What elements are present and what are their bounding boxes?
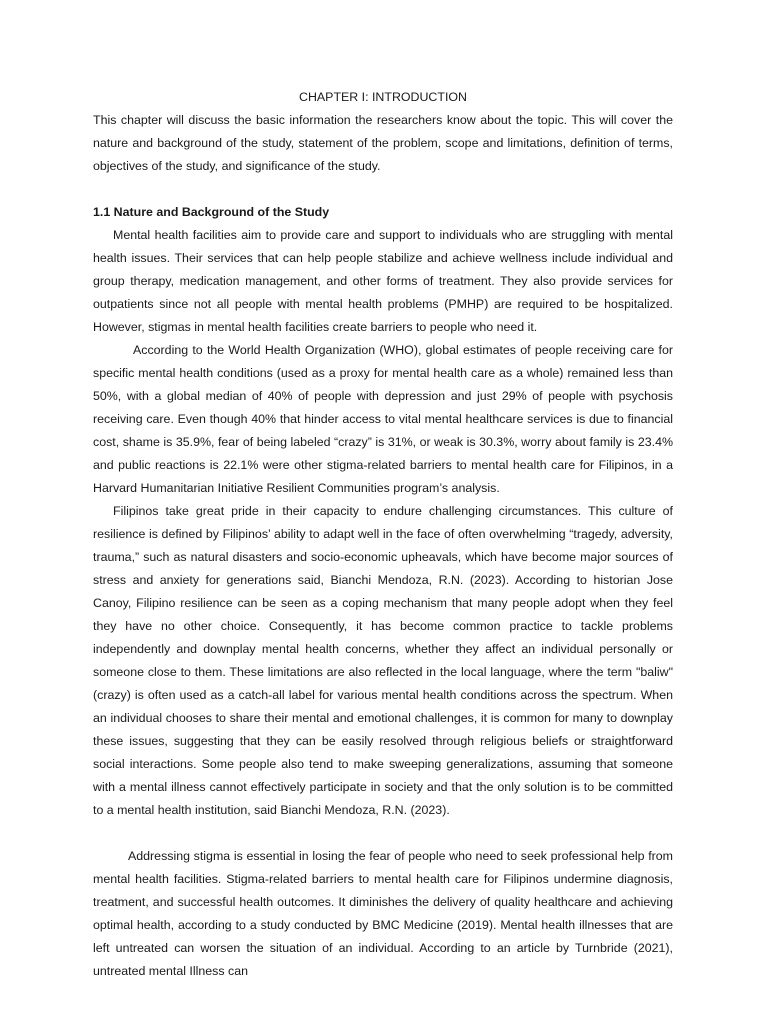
section-heading: 1.1 Nature and Background of the Study	[93, 205, 330, 219]
chapter-title: CHAPTER I: INTRODUCTION	[299, 90, 467, 104]
paragraph-who-estimates: According to the World Health Organization (WHO), global estimates of people receiving care for specific mental health conditions (used as a proxy for mental health care as a whole) remained less than 50%, with a global median of 40% of people with depression and just 29% of people with psychosis receiving care. Even though 40% that hinder access to vital mental healthcare services is due to financial cost, shame is 35.9%, fear of being labeled “crazy” is 31%, or weak is 30.3%, worry about family is 23.4% and public reactions is 22.1% were other stigma-related barriers to mental health care for Filipinos, in a Harvard Humanitarian Initiative Resilient Communities program’s analysis.	[93, 343, 673, 495]
paragraph-mental-health-facilities: Mental health facilities aim to provide care and support to individuals who are struggling with mental health issues. Their services that can help people stabilize and achieve wellness include individual and group therapy, medication management, and other forms of treatment. They also provide services for outpatients since not all people with mental health problems (PMHP) are required to be hospitalized. However, stigmas in mental health facilities create barriers to people who need it.	[93, 228, 673, 334]
paragraph-filipino-resilience: Filipinos take great pride in their capacity to endure challenging circumstances. This culture of resilience is defined by Filipinos’ ability to adapt well in the face of often overwhelming “tragedy, adversity, trauma,” such as natural disasters and socio-economic upheavals, which have become major sources of stress and anxiety for generations said, Bianchi Mendoza, R.N. (2023). According to historian Jose Canoy, Filipino resilience can be seen as a coping mechanism that many people adopt when they feel they have no other choice. Consequently, it has become common practice to tackle problems independently and downplay mental health concerns, whether they affect an individual personally or someone close to them. These limitations are also reflected in the local language, where the term "baliw" (crazy) is often used as a catch-all label for various mental health conditions across the spectrum. When an individual chooses to share their mental and emotional challenges, it is common for many to downplay these issues, suggesting that they can be easily resolved through religious beliefs or straightforward social interactions. Some people also tend to make sweeping generalizations, assuming that someone with a mental illness cannot effectively participate in society and that the only solution is to be committed to a mental health institution, said Bianchi Mendoza, R.N. (2023).	[93, 504, 673, 817]
intro-paragraph: This chapter will discuss the basic information the researchers know about the topic. This will cover the nature and background of the study, statement of the problem, scope and limitations, definition of terms, objectives of the study, and significance of the study.	[93, 113, 673, 173]
paragraph-addressing-stigma: Addressing stigma is essential in losing the fear of people who need to seek professional help from mental health facilities. Stigma-related barriers to mental health care for Filipinos undermine diagnosis, treatment, and successful health outcomes. It diminishes the delivery of quality healthcare and achieving optimal health, according to a study conducted by BMC Medicine (2019). Mental health illnesses that are left untreated can worsen the situation of an individual. According to an article by Turnbride (2021), untreated mental Illness can	[93, 849, 673, 978]
document-page	[93, 86, 673, 983]
